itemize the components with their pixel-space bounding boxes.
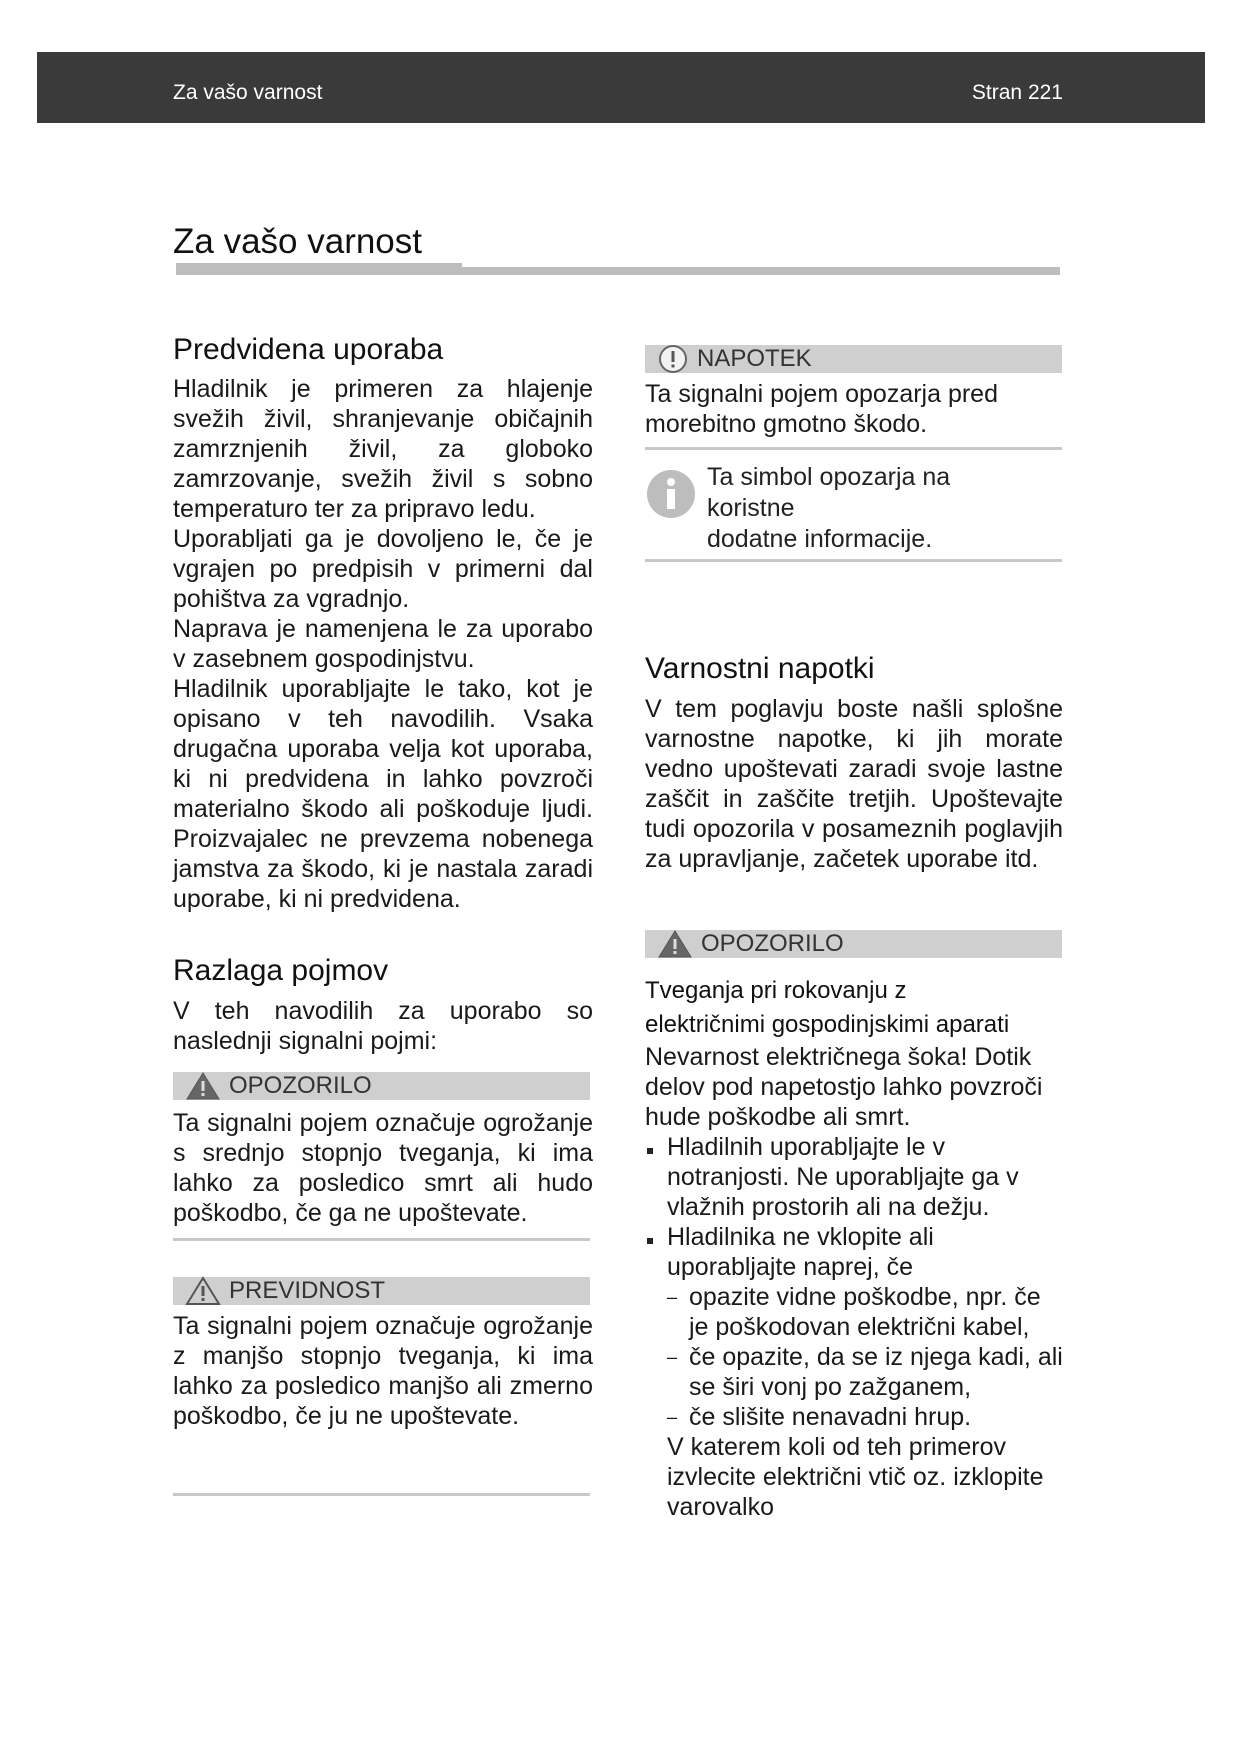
info-note	[645, 462, 1063, 555]
notice-signal-box	[645, 345, 1062, 373]
caution-divider	[173, 1493, 590, 1496]
condition-list	[667, 1282, 1063, 1432]
terms-intro: V teh navodilih za uporabo so naslednji signalni pojmi:	[173, 997, 593, 1055]
list-item: Hladilnih uporabljajte le v notranjosti. Ne uporabljajte ga v vlažnih prostorih ali na dežju.	[645, 1132, 1063, 1222]
exclamation-circle-icon	[657, 344, 689, 374]
warning-description: Ta signalni pojem označuje ogrožanje s srednjo stopnjo tveganja, ki ima lahko za posledico smrt ali hudo poškodbo, če ga ne upoštevate.	[173, 1109, 593, 1227]
safety-heading: Varnostni napotki	[645, 652, 875, 685]
list-item: – opazite vidne poškodbe, npr. če je poškodovan električni kabel,	[667, 1283, 1041, 1341]
intended-use-p4: Hladilnik uporabljajte le tako, kot je opisano v teh navodilih. Vsaka drugačna uporaba velja kot uporaba, ki ni predvidena in lahko povzroči materialno škodo ali poškoduje ljudi. Proizvajalec ne prevzema nobenega jamstva za škodo, ki je nastala zaradi uporabe, ki ni predvidena.	[173, 675, 593, 913]
risk-heading-1: Tveganja pri rokovanju z	[645, 977, 907, 1004]
intended-use-heading: Predvidena uporaba	[173, 333, 444, 366]
intended-use-p1: Hladilnik je primeren za hlajenje svežih živil, shranjevanje običajnih zamrznjenih živil, za globoko zamrzovanje, svežih živil s sobno temperaturo ter za pripravo ledu.	[173, 375, 593, 523]
closing-instruction: V katerem koli od teh primerov izvlecite električni vtič oz. izklopite varovalko	[667, 1433, 1044, 1521]
page-title: Za vašo varnost	[173, 222, 422, 261]
intended-use-p3: Naprava je namenjena le za uporabo v zasebnem gospodinjstvu.	[173, 615, 593, 673]
safety-text: V tem poglavju boste našli splošne varnostne napotke, ki jih morate vedno upoštevati zaradi svoje lastne zaščit in zaščite tretjih. Upoštevajte tudi opozorila v posameznih poglavjih za upravljanje, začetek uporabe itd.	[645, 695, 1063, 873]
info-line-2: koristne	[707, 494, 795, 522]
terms-heading: Razlaga pojmov	[173, 954, 389, 987]
notice-description: Ta signalni pojem opozarja pred morebitno gmotno škodo.	[645, 380, 998, 438]
caution-triangle-icon	[185, 1276, 221, 1306]
warning-label: OPOZORILO	[229, 1072, 372, 1099]
header-page-number: Stran 221	[971, 81, 1063, 104]
warning-signal-box	[173, 1072, 590, 1100]
intended-use-p2: Uporabljati ga je dovoljeno le, če je vgrajen po predpisih v primerni dal pohištva za vgradnjo.	[173, 525, 593, 613]
safety-bullet-list	[645, 1132, 1063, 1522]
list-item: – če slišite nenavadni hrup.	[667, 1403, 972, 1431]
risk-heading-2: električnimi gospodinjskimi aparati	[645, 1011, 1010, 1038]
electric-warning-label: OPOZORILO	[701, 930, 844, 957]
page-header	[37, 52, 1205, 123]
title-divider	[176, 267, 1060, 275]
risk-text: Nevarnost električnega šoka! Dotik delov pod napetostjo lahko povzroči hude poškodbe ali smrt.	[645, 1043, 1043, 1131]
caution-signal-box	[173, 1277, 590, 1305]
info-icon	[645, 468, 697, 520]
warning-triangle-icon	[185, 1071, 221, 1101]
header-section-title: Za vašo varnost	[173, 81, 323, 104]
notice-label: NAPOTEK	[697, 345, 812, 372]
list-item: – če opazite, da se iz njega kadi, ali se širi vonj po zažganem,	[667, 1343, 1063, 1401]
electric-warning-signal-box	[645, 930, 1062, 958]
caution-label: PREVIDNOST	[229, 1277, 386, 1304]
list-item: Hladilnika ne vklopite ali uporabljajte naprej, če – opazite vidne poškodbe, npr. če je poškodovan električni kabel, – če opazite, da se iz njega kadi, ali se širi vonj po zažganem, – če slišite nenavadni hrup. V katerem koli od teh primerov izvlecite električni vtič oz. izklopite varovalko	[645, 1222, 1063, 1522]
warning-triangle-icon	[657, 929, 693, 959]
left-column	[173, 333, 593, 1496]
caution-description: Ta signalni pojem označuje ogrožanje z manjšo stopnjo tveganja, ki ima lahko za posledico manjšo ali zmerno poškodbo, če ju ne upoštevate.	[173, 1312, 593, 1430]
right-column	[645, 345, 1063, 1522]
info-line-3: dodatne informacije.	[707, 525, 933, 553]
info-line-1: Ta simbol opozarja na	[707, 463, 951, 491]
